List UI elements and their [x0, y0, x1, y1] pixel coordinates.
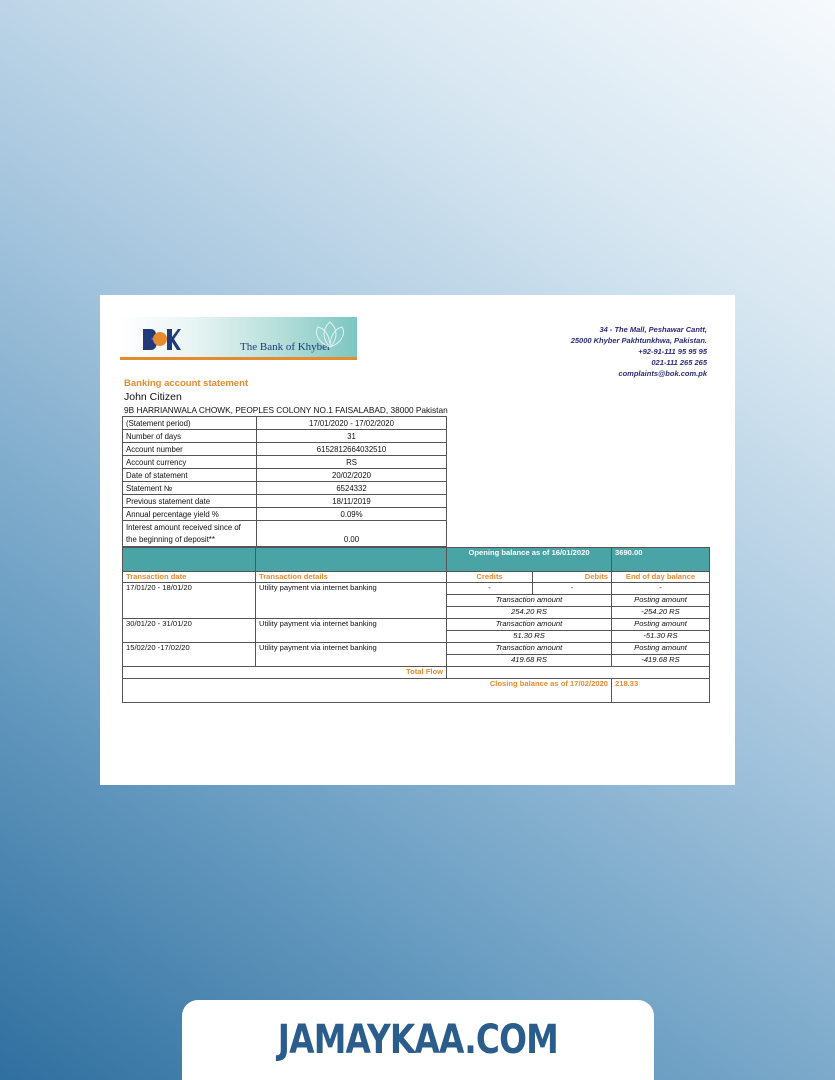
info-row	[123, 482, 447, 495]
transaction-date: 17/01/20 - 18/01/20	[123, 583, 256, 619]
closing-balance-label: Closing balance as of 17/02/2020	[123, 679, 612, 703]
bank-name: The Bank of Khyber	[240, 341, 331, 353]
transaction-amount-label: Transaction amount	[447, 619, 612, 631]
info-label: (Statement period)	[123, 417, 257, 430]
account-holder-name: John Citizen	[124, 391, 182, 403]
posting-amount-label: Posting amount	[612, 619, 710, 631]
info-value: 31	[257, 430, 447, 443]
transaction-date: 30/01/20 - 31/01/20	[123, 619, 256, 643]
bank-logo	[120, 317, 357, 359]
info-row	[123, 417, 447, 430]
transaction-date: 15/02/20 -17/02/20	[123, 643, 256, 667]
info-label: Number of days	[123, 430, 257, 443]
info-row	[123, 508, 447, 521]
info-label: Interest amount received since of the beginning of deposit**	[123, 521, 257, 547]
opening-balance-label: Opening balance as of 16/01/2020	[447, 548, 612, 572]
statement-title: Banking account statement	[124, 378, 249, 389]
info-row	[123, 443, 447, 456]
table-row	[123, 583, 710, 595]
bank-address	[571, 324, 707, 379]
posting-amount-label: Posting amount	[612, 643, 710, 655]
transaction-amount: 51.30 RS	[447, 631, 612, 643]
posting-amount: -419.68 RS	[612, 655, 710, 667]
info-row	[123, 456, 447, 469]
info-value: 17/01/2020 - 17/02/2020	[257, 417, 447, 430]
bok-logo-mark	[141, 326, 181, 352]
transactions-table	[122, 547, 710, 703]
phone-line: 021-111 265 265	[651, 358, 707, 367]
info-value: 6524332	[257, 482, 447, 495]
watermark-banner	[182, 1000, 654, 1080]
account-info-table	[122, 416, 447, 547]
header-end-of-day-balance: End of day balance	[612, 572, 710, 583]
address-line: 25000 Khyber Pakhtunkhwa, Pakistan.	[570, 336, 707, 345]
total-flow-row	[123, 667, 710, 679]
transaction-details: Utility payment via internet banking	[256, 643, 447, 667]
info-label: Annual percentage yield %	[123, 508, 257, 521]
info-row	[123, 495, 447, 508]
info-value: 0.00	[257, 521, 447, 547]
transaction-amount: 419.68 RS	[447, 655, 612, 667]
transaction-details: Utility payment via internet banking	[256, 619, 447, 643]
transaction-amount-label: Transaction amount	[447, 643, 612, 655]
info-label: Previous statement date	[123, 495, 257, 508]
header-transaction-date: Transaction date	[123, 572, 256, 583]
header-credits: Credits	[447, 572, 533, 583]
debit-value: -	[533, 583, 612, 595]
info-value: RS	[257, 456, 447, 469]
info-value: 6152812664032510	[257, 443, 447, 456]
info-label: Account currency	[123, 456, 257, 469]
logo-underline	[120, 357, 357, 360]
transaction-amount: 254.20 RS	[447, 607, 612, 619]
info-label: Date of statement	[123, 469, 257, 482]
total-flow-label: Total Flow	[123, 667, 447, 679]
info-label: Account number	[123, 443, 257, 456]
header-debits: Debits	[533, 572, 612, 583]
posting-amount-label: Posting amount	[612, 595, 710, 607]
transaction-details: Utility payment via internet banking	[256, 583, 447, 619]
info-row	[123, 469, 447, 482]
credit-value: -	[447, 583, 533, 595]
header-transaction-details: Transaction details	[256, 572, 447, 583]
info-row	[123, 521, 447, 547]
account-holder-address: 9B HARRIANWALA CHOWK, PEOPLES COLONY NO.1 FAISALABAD, 38000 Pakistan	[124, 405, 448, 415]
info-row	[123, 430, 447, 443]
phone-line: +92-91-111 95 95 95	[638, 347, 707, 356]
info-value: 18/11/2019	[257, 495, 447, 508]
opening-balance-row	[123, 548, 710, 572]
lotus-icon	[310, 319, 350, 349]
email-line: complaints@bok.com.pk	[618, 369, 707, 378]
opening-balance-value: 3690.00	[612, 548, 710, 572]
table-row	[123, 643, 710, 655]
watermark-text: JAMAYKAA.COM	[277, 1017, 559, 1063]
balance-value: -	[612, 583, 710, 595]
info-value: 20/02/2020	[257, 469, 447, 482]
table-row	[123, 619, 710, 631]
posting-amount: -51.30 RS	[612, 631, 710, 643]
posting-amount: -254.20 RS	[612, 607, 710, 619]
transaction-amount-label: Transaction amount	[447, 595, 612, 607]
address-line: 34 - The Mall, Peshawar Cantt,	[599, 325, 707, 334]
bank-statement-document	[100, 295, 735, 785]
info-label: Statement №	[123, 482, 257, 495]
table-header-row	[123, 572, 710, 583]
closing-balance-row	[123, 679, 710, 703]
closing-balance-value: 218.33	[612, 679, 710, 703]
info-value: 0.09%	[257, 508, 447, 521]
